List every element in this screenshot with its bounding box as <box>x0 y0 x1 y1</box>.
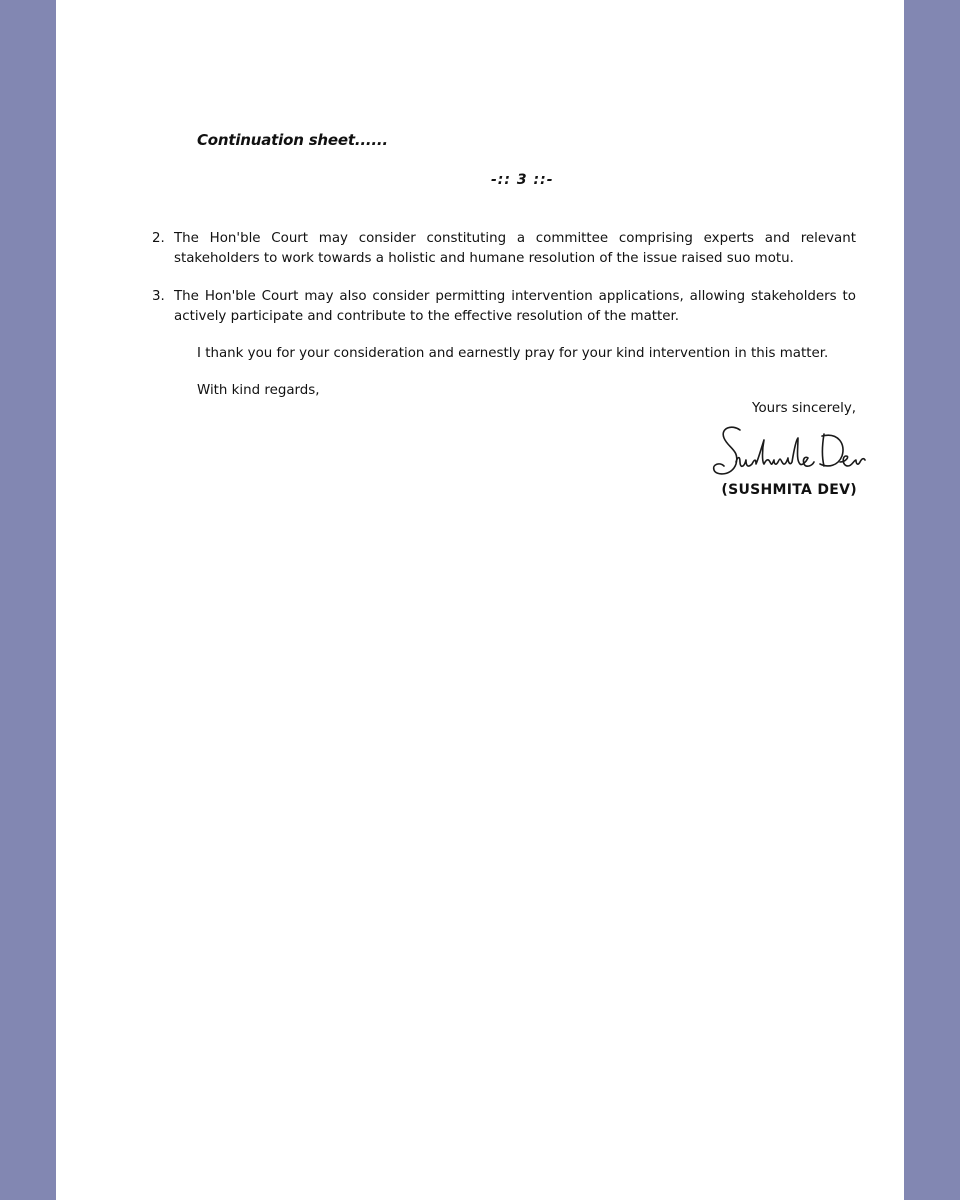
regards-line: With kind regards, <box>197 383 320 398</box>
closing-line: Yours sincerely, <box>752 401 856 416</box>
continuation-heading: Continuation sheet...... <box>197 131 388 149</box>
list-item-number: 3. <box>152 289 165 304</box>
list-item <box>152 229 856 269</box>
handwritten-signature <box>706 420 866 484</box>
signatory-name: (SUSHMITA DEV) <box>721 482 857 498</box>
list-item-text: The Hon'ble Court may also consider permitting intervention applications, allowing stakeholders to actively participate and contribute to the effective resolution of the matter. <box>174 289 856 324</box>
page-number: -:: 3 ::- <box>491 172 554 188</box>
letter-page <box>56 0 904 1200</box>
list-item <box>152 287 856 327</box>
list-item-number: 2. <box>152 231 165 246</box>
list-item-text: The Hon'ble Court may consider constituting a committee comprising experts and relevant stakeholders to work towards a holistic and humane resolution of the issue raised suo motu. <box>174 231 856 266</box>
thanks-paragraph: I thank you for your consideration and earnestly pray for your kind intervention in this matter. <box>197 346 829 361</box>
